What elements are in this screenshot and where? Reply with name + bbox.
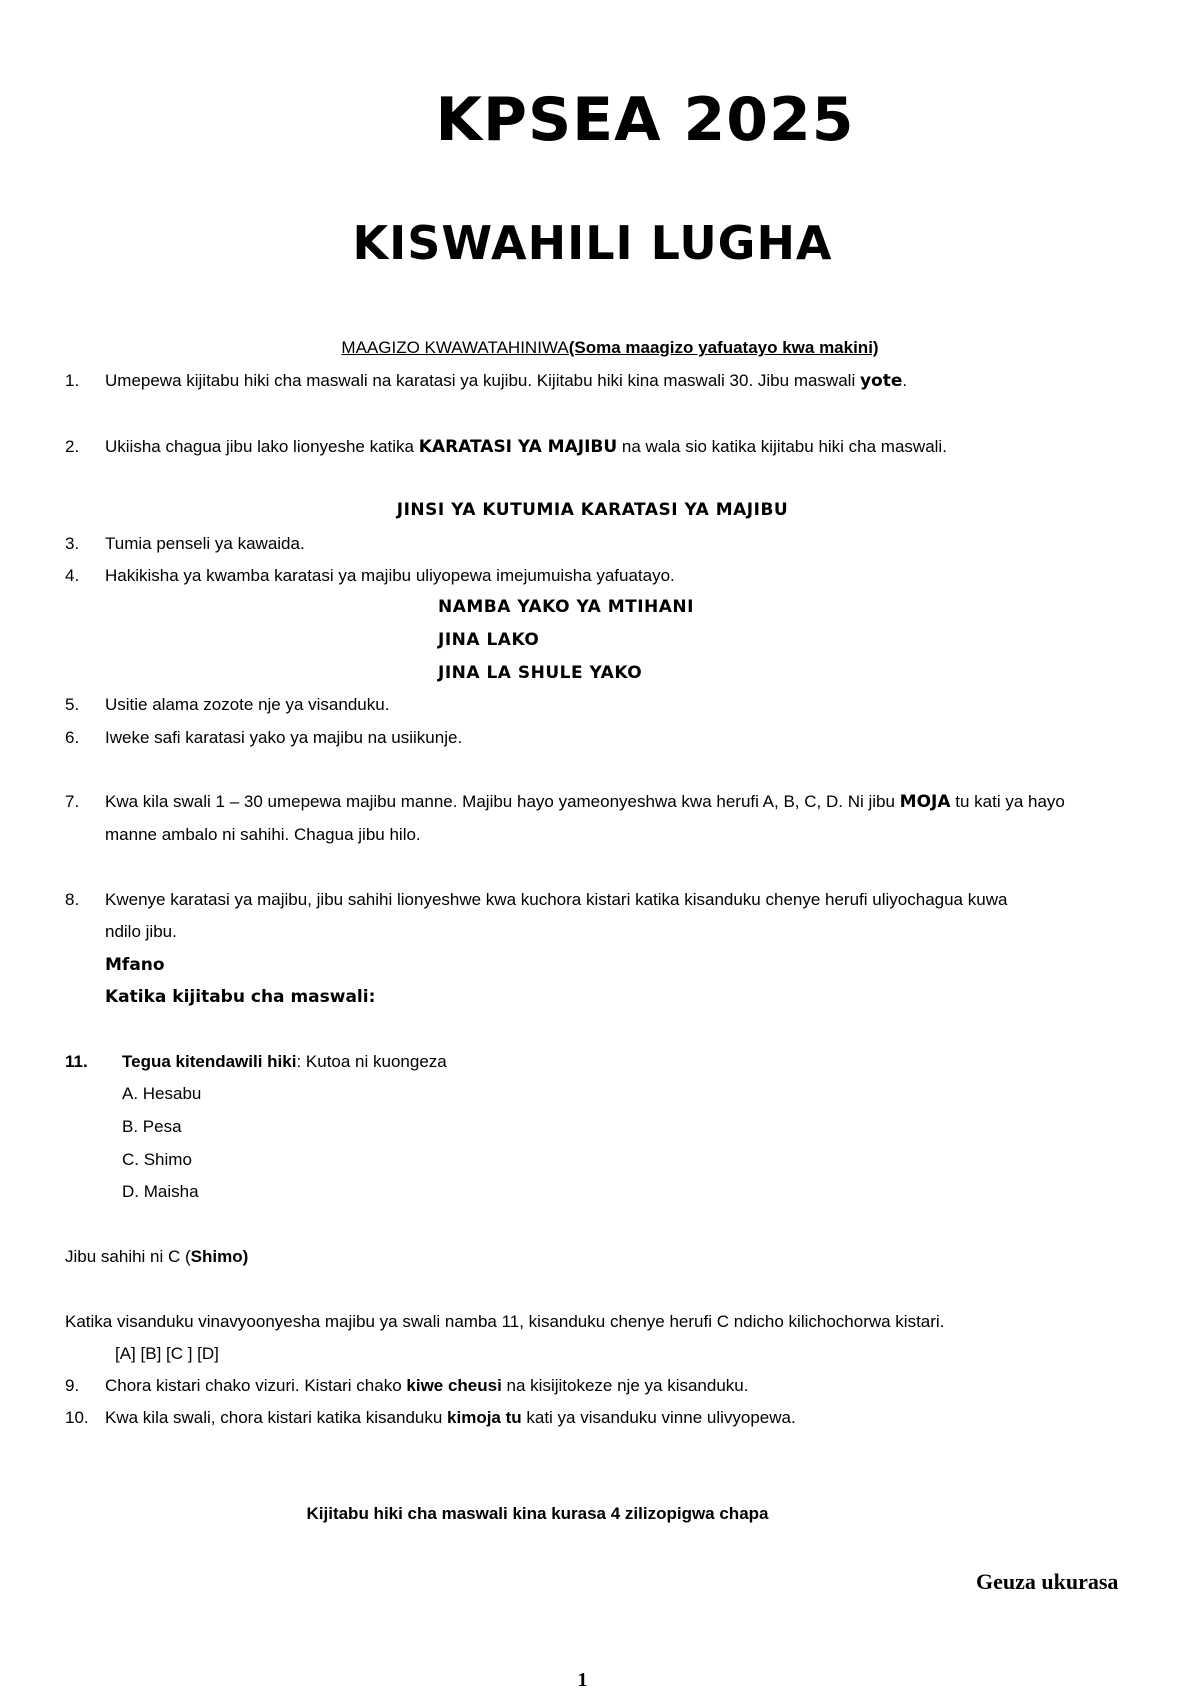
- item-text: Tumia penseli ya kawaida.: [105, 534, 305, 553]
- item-number: 10.: [65, 1408, 89, 1427]
- required-field-school: JINA LA SHULE YAKO: [438, 663, 643, 683]
- question-text: Tegua kitendawili hiki: Kutoa ni kuongeza: [122, 1052, 447, 1071]
- item-number: 1.: [65, 371, 80, 390]
- instructions-heading-plain: MAAGIZO KWAWATAHINIWA: [341, 338, 569, 357]
- item-number: 7.: [65, 792, 80, 811]
- pages-note: Kijitabu hiki cha maswali kina kurasa 4 zilizopigwa chapa: [306, 1504, 769, 1523]
- item-text: Kwenye karatasi ya majibu, jibu sahihi lionyeshwe kwa kuchora kistari katika kisanduku chenye herufi uliyochagua kuwa: [105, 890, 1008, 909]
- exam-cover-page: KPSEA 2025 KISWAHILI LUGHA MAAGIZO KWAWATAHINIWA(Soma maagizo yafuatayo kwa makini) 1. Umepewa kijitabu hiki cha maswali na karatasi ya kujibu. Kijitabu hiki kina maswali 30. Jibu maswali yote. 2. Ukiisha chagua jibu lako lionyeshe katika KARATASI YA MAJIBU na wala sio katika kijitabu hiki cha maswali. JINSI YA KUTUMIA KARATASI YA MAJIBU 3. Tumia penseli ya kawaida. 4. Hakikisha ya kwamba karatasi ya majibu uliyopewa imejumuisha yafuatayo. NAMBA YAKO YA MTIHANI JINA LAKO JINA LA SHULE YAKO 5. Usitie alama zozote nje ya visanduku. 6. Iweke safi karatasi yako ya majibu na usiikunje. 7. Kwa kila swali 1 – 30 umepewa majibu manne. Majibu hayo yameonyeshwa kwa herufi A, B, C, D. Ni jibu MOJA tu kati ya hayo manne ambalo ni sahihi. Chagua jibu hilo. 8. Kwenye karatasi ya majibu, jibu sahihi lionyeshwe kwa kuchora kistari katika kisanduku chenye herufi uliyochagua kuwa ndilo jibu. Mfano Katika kijitabu cha maswali: 11. Tegua kitendawili hiki: Kutoa ni kuongeza A. Hesabu B. Pesa C. Shimo D. Maisha Jibu sahihi ni C (Shimo) Katika visanduku vinavyoonyesha majibu ya swali namba 11, kisanduku chenye herufi C ndicho kilichochorwa kistari. [A] [B] [C ] [D] 9. Chora kistari chako vizuri. Kistari chako kiwe cheusi na kisijitokeze nje ya kisanduku. 10. Kwa kila swali, chora kistari katika kisanduku kimoja tu kati ya visanduku vinne ulivyopewa. Kijitabu hiki cha maswali kina kurasa 4 zilizopigwa chapa Geuza ukurasa 1: [0, 0, 1200, 1695]
- question-number: 11.: [65, 1052, 88, 1071]
- answer-boxes: [A] [B] [C ] [D]: [115, 1344, 219, 1363]
- answer-explanation: Katika visanduku vinavyoonyesha majibu ya swali namba 11, kisanduku chenye herufi C ndicho kilichochorwa kistari.: [65, 1312, 945, 1331]
- instructions-heading-bold: (Soma maagizo yafuatayo kwa makini): [568, 338, 879, 357]
- item-number: 2.: [65, 437, 80, 456]
- item-number: 4.: [65, 566, 80, 585]
- required-field-exam-number: NAMBA YAKO YA MTIHANI: [438, 597, 694, 617]
- page-number: 1: [577, 1669, 588, 1691]
- item-text: Ukiisha chagua jibu lako lionyeshe katika KARATASI YA MAJIBU na wala sio katika kijitabu hiki cha maswali.: [105, 437, 947, 457]
- item-text: Kwa kila swali 1 – 30 umepewa majibu manne. Majibu hayo yameonyeshwa kwa herufi A, B, C, D. Ni jibu MOJA tu kati ya hayo: [105, 792, 1065, 812]
- item-text: Usitie alama zozote nje ya visanduku.: [105, 695, 390, 714]
- item-number: 9.: [65, 1376, 80, 1395]
- item-text: Kwa kila swali, chora kistari katika kisanduku kimoja tu kati ya visanduku vinne ulivyopewa.: [105, 1408, 796, 1427]
- exam-title: KPSEA 2025: [435, 85, 855, 155]
- item-text: Chora kistari chako vizuri. Kistari chako kiwe cheusi na kisijitokeze nje ya kisanduku.: [105, 1376, 749, 1395]
- required-field-name: JINA LAKO: [438, 630, 540, 650]
- item-text: Hakikisha ya kwamba karatasi ya majibu uliyopewa imejumuisha yafuatayo.: [105, 566, 675, 585]
- item-number: 8.: [65, 890, 80, 909]
- item-number: 3.: [65, 534, 80, 553]
- instructions-heading: [0, 338, 1200, 358]
- correct-answer: Jibu sahihi ni C (Shimo): [65, 1247, 249, 1266]
- item-number: 6.: [65, 728, 80, 747]
- turn-over-note: Geuza ukurasa: [976, 1569, 1119, 1594]
- item-text: Umepewa kijitabu hiki cha maswali na karatasi ya kujibu. Kijitabu hiki kina maswali 30. Jibu maswali yote.: [105, 371, 908, 391]
- item-text: Iweke safi karatasi yako ya majibu na usiikunje.: [105, 728, 463, 747]
- subject-title: KISWAHILI LUGHA: [352, 216, 833, 270]
- answer-sheet-heading: JINSI YA KUTUMIA KARATASI YA MAJIBU: [396, 500, 789, 520]
- item-number: 5.: [65, 695, 80, 714]
